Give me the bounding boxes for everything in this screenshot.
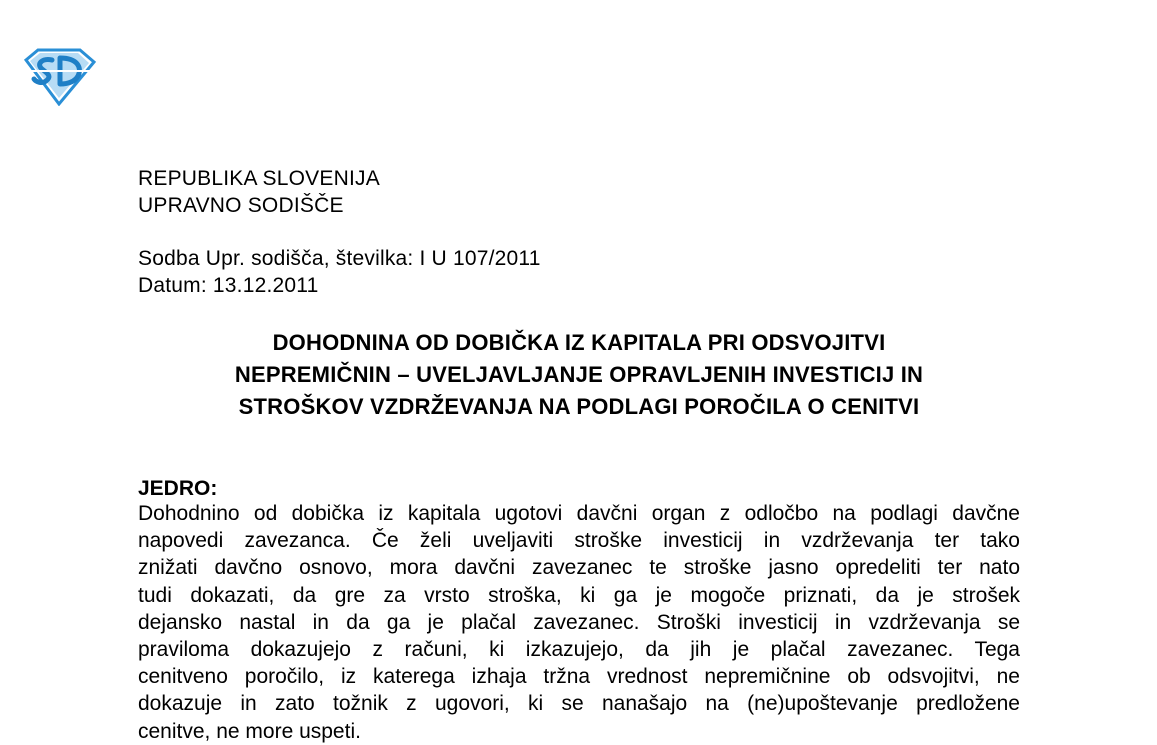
paragraph-line: cenitve, ne more uspeti. [138,719,361,743]
document-title [138,327,1020,423]
case-number: Sodba Upr. sodišča, številka: I U 107/2011 [138,247,541,270]
core-heading: JEDRO: [138,477,218,500]
court-logo-icon [22,48,96,106]
title-line: STROŠKOV VZDRŽEVANJA NA PODLAGI POROČILA O CENITVI [238,394,920,419]
paragraph-line: praviloma dokazujejo z računi, ki izkazujejo, da jih je plačal zavezanec. Tega [138,638,1020,662]
core-paragraph [138,500,1020,745]
paragraph-line: znižati davčno osnovo, mora davčni zavezanec te stroške jasno opredeliti ter nato [138,556,1020,580]
paragraph-line: tudi dokazati, da gre za vrsto stroška, ki ga je mogoče priznati, da je strošek [138,583,1020,607]
case-date: Datum: 13.12.2011 [138,274,319,297]
paragraph-line: dokazuje in zato tožnik z ugovori, ki se nanašajo na (ne)upoštevanje predložene [138,692,1020,716]
paragraph-line: Dohodnino od dobička iz kapitala ugotovi davčni organ z odločbo na podlagi davčne [138,502,1020,525]
court-header [138,165,380,219]
court-name: UPRAVNO SODIŠČE [138,194,344,217]
title-line: NEPREMIČNIN – UVELJAVLJANJE OPRAVLJENIH INVESTICIJ IN [234,362,924,387]
paragraph-line: dejansko nastal in da ga je plačal zavezanec. Stroški investicij in vzdrževanja se [138,610,1020,634]
republic-label: REPUBLIKA SLOVENIJA [138,167,380,190]
paragraph-line: cenitveno poročilo, iz katerega izhaja tržna vrednost nepremičnine ob odsvojitvi, ne [138,665,1020,689]
sd-shield-logo-icon [22,48,96,106]
paragraph-line: napovedi zavezanca. Če želi uveljaviti stroške investicij in vzdrževanja ter tako [138,529,1020,553]
title-line: DOHODNINA OD DOBIČKA IZ KAPITALA PRI ODSVOJITVI [272,330,886,355]
case-meta [138,245,541,299]
